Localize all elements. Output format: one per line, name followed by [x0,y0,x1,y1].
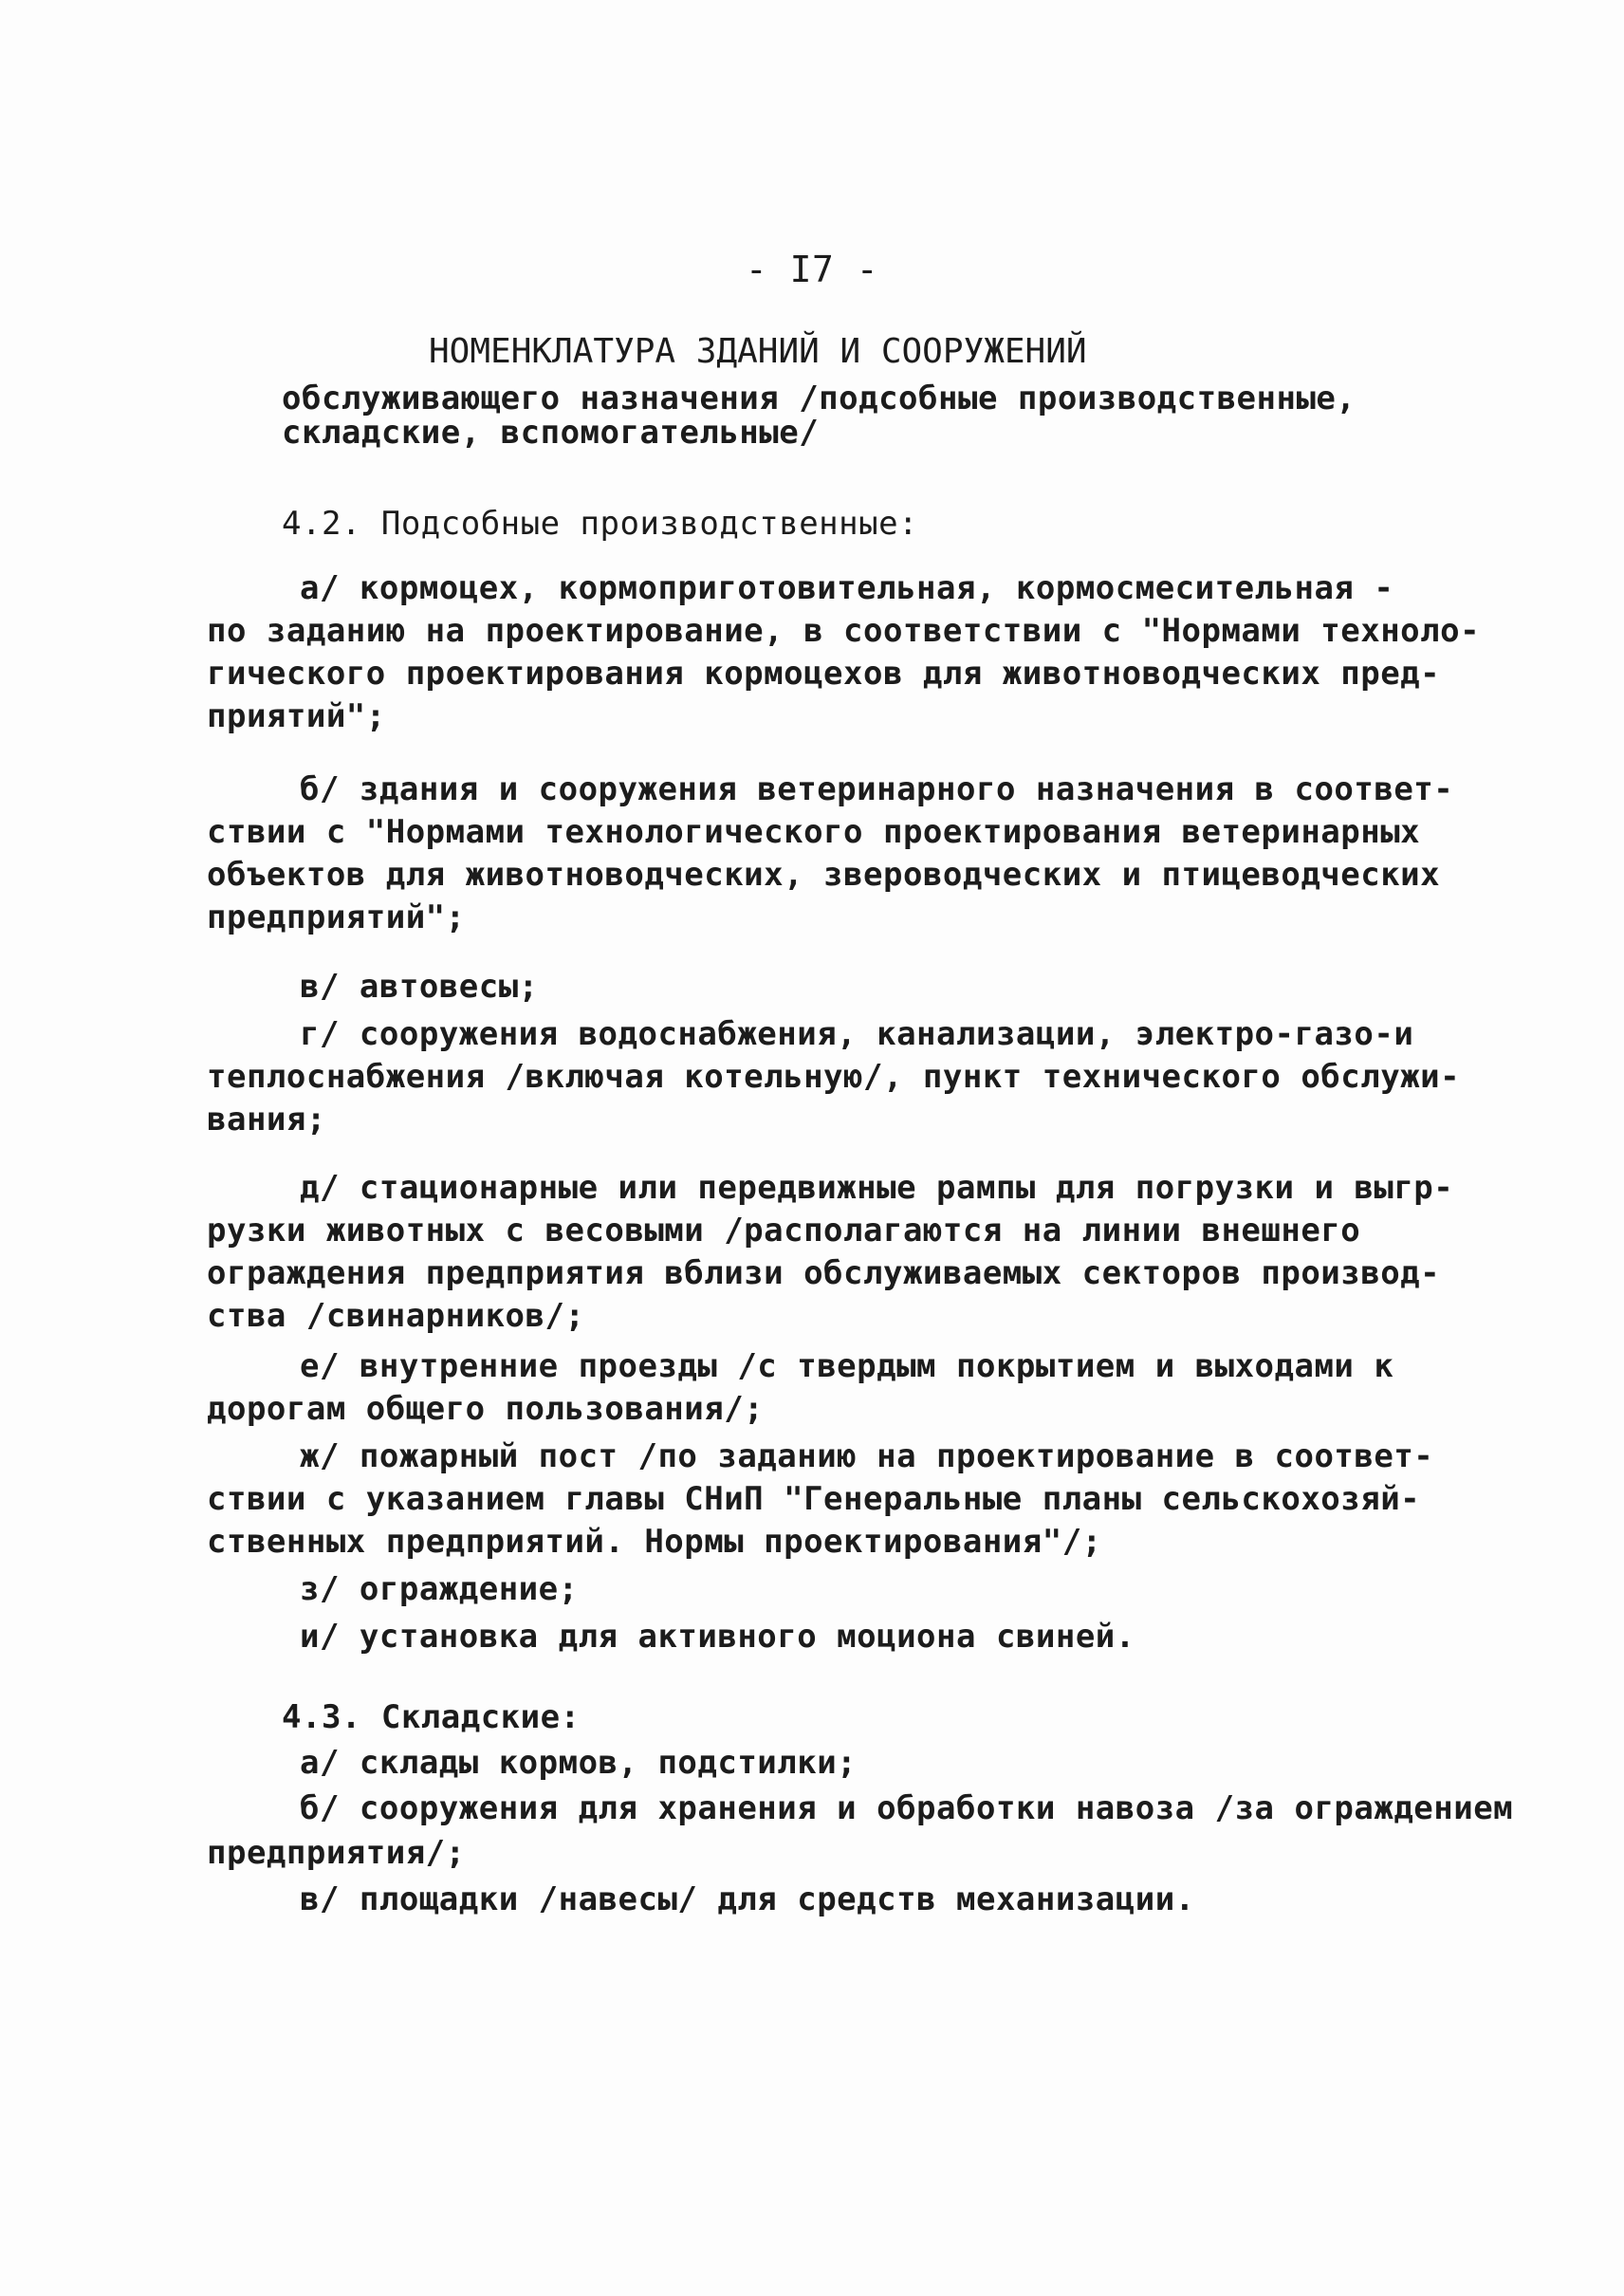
subtitle-line: складские, вспомогательные/ [282,414,820,452]
paragraph-line: г/ сооружения водоснабжения, канализации, электро-газо-и [300,1015,1414,1053]
paragraph-line: з/ ограждение; [300,1570,579,1608]
paragraph-line: объектов для животноводческих, звероводческих и птицеводческих [207,856,1441,894]
section-heading-4-3: 4.3. Складские: [282,1698,581,1736]
paragraph-line: в/ площадки /навесы/ для средств механизации. [300,1880,1195,1918]
paragraph-line: дорогам общего пользования/; [207,1390,765,1428]
paragraph-line: б/ сооружения для хранения и обработки навоза /за ограждением [300,1789,1514,1827]
document-subtitle [282,381,1356,450]
document-title: НОМЕНКЛАТУРА ЗДАНИЙ И СООРУЖЕНИЙ [429,332,1087,371]
paragraph-line: предприятия/; [207,1834,466,1872]
paragraph-line: рузки животных с весовыми /располагаются на линии внешнего [207,1212,1361,1250]
paragraph-line: б/ здания и сооружения ветеринарного назначения в соответ- [300,770,1454,808]
page-number: - I7 - [745,249,879,290]
paragraph-line: д/ стационарные или передвижные рампы для погрузки и выгр- [300,1169,1454,1207]
paragraph-line: ствии с указанием главы СНиП "Генеральные планы сельскохозяй- [207,1480,1421,1518]
paragraph-line: а/ кормоцех, кормоприготовительная, кормосмесительная - [300,569,1394,607]
paragraph-line: а/ склады кормов, подстилки; [300,1744,858,1782]
paragraph-line: ственных предприятий. Нормы проектирования"/; [207,1523,1102,1561]
paragraph-line: ж/ пожарный пост /по заданию на проектирование в соответ- [300,1437,1434,1475]
paragraph-line: вания; [207,1101,326,1139]
paragraph-line: и/ установка для активного моциона свиней. [300,1618,1135,1656]
paragraph-line: теплоснабжения /включая котельную/, пункт технического обслужи- [207,1058,1461,1096]
subtitle-line: обслуживающего назначения /подсобные производственные, [282,380,1356,417]
paragraph-line: в/ автовесы; [300,968,539,1006]
paragraph-line: приятий"; [207,697,386,735]
paragraph-line: ограждения предприятия вблизи обслуживаемых секторов производ- [207,1254,1441,1292]
paragraph-line: гического проектирования кормоцехов для животноводческих пред- [207,655,1441,693]
paragraph-line: ства /свинарников/; [207,1297,585,1335]
paragraph-line: е/ внутренние проезды /с твердым покрытием и выходами к [300,1347,1394,1385]
paragraph-line: предприятий"; [207,898,466,936]
section-heading-4-2: 4.2. Подсобные производственные: [282,505,919,543]
paragraph-line: по заданию на проектирование, в соответствии с "Нормами техноло- [207,612,1481,650]
paragraph-line: ствии с "Нормами технологического проектирования ветеринарных [207,813,1421,851]
